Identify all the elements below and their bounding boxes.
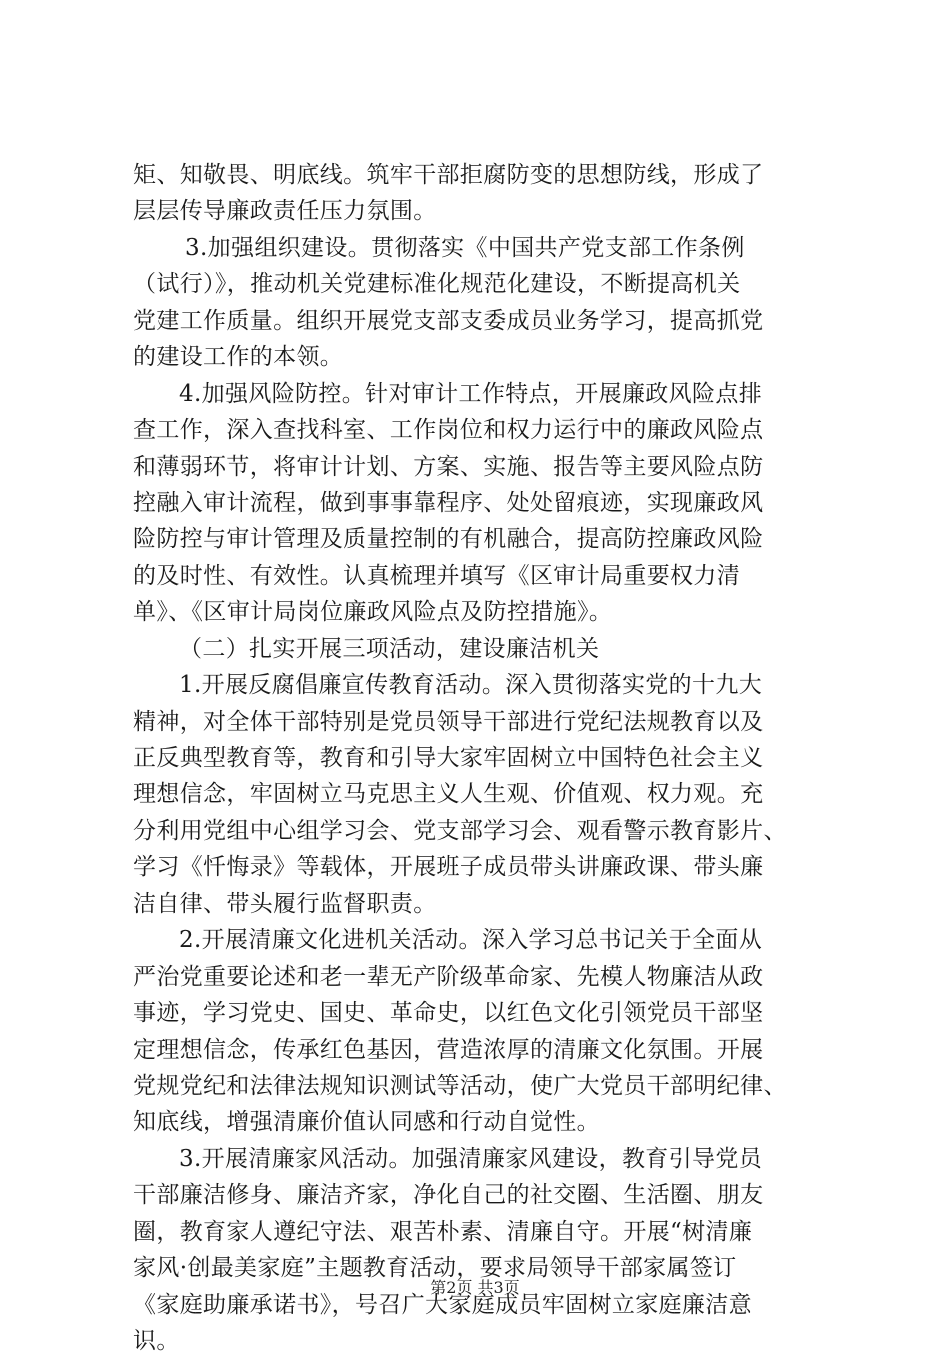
text-line: 4.加强风险防控。针对审计工作特点，开展廉政风险点排 (179, 380, 763, 407)
text-line: 1.开展反腐倡廉宣传教育活动。深入贯彻落实党的十九大 (179, 672, 763, 699)
text-line: 党规党纪和法律法规知识测试等活动，使广大党员干部明纪律、 (133, 1072, 787, 1099)
text-line: （二）扎实开展三项活动，建设廉洁机关 (179, 635, 600, 662)
text-line: 洁自律、带头履行监督职责。 (133, 890, 437, 917)
text-line: 险防控与审计管理及质量控制的有机融合，提高防控廉政风险 (133, 526, 764, 553)
text-line: 学习《忏悔录》等载体，开展班子成员带头讲廉政课、带头廉 (133, 854, 764, 881)
text-line: 知底线，增强清廉价值认同感和行动自觉性。 (133, 1109, 600, 1136)
text-line: 正反典型教育等，教育和引导大家牢固树立中国特色社会主义 (133, 745, 764, 771)
text-line: 定理想信念，传承红色基因，营造浓厚的清廉文化氛围。开展 (133, 1036, 764, 1063)
text-line: 圈，教育家人遵纪守法、艰苦朴素、清廉自守。开展“树清廉 (133, 1218, 753, 1245)
text-line: 单》、《区审计局岗位廉政风险点及防控措施》。 (133, 599, 613, 626)
text-line: 2.开展清廉文化进机关活动。深入学习总书记关于全面从 (179, 927, 763, 954)
text-line: 《家庭助廉承诺书》，号召广大家庭成员牢固树立家庭廉洁意 (133, 1291, 752, 1318)
document-body (133, 157, 833, 1359)
text-line: 和薄弱环节，将审计计划、方案、实施、报告等主要风险点防 (133, 453, 764, 480)
text-line: 分利用党组中心组学习会、党支部学习会、观看警示教育影片、 (133, 817, 787, 844)
text-line: 严治党重要论述和老一辈无产阶级革命家、先模人物廉洁从政 (133, 963, 764, 990)
text-line: 3.加强组织建设。贯彻落实《中国共产党支部工作条例 (185, 234, 745, 261)
text-line: 的建设工作的本领。 (133, 344, 344, 371)
text-line: （试行）》，推动机关党建标准化规范化建设，不断提高机关 (133, 271, 741, 298)
text-line: 3.开展清廉家风活动。加强清廉家风建设，教育引导党员 (179, 1145, 763, 1172)
page-footer: 第2页 共3页 (430, 1278, 520, 1297)
text-line: 理想信念，牢固树立马克思主义人生观、价值观、权力观。充 (133, 781, 764, 808)
text-line: 控融入审计流程，做到事事靠程序、处处留痕迹，实现廉政风 (133, 489, 764, 516)
text-line: 党建工作质量。组织开展党支部支委成员业务学习，提高抓党 (133, 307, 764, 334)
text-line: 家风·创最美家庭”主题教育活动，要求局领导干部家属签订 (133, 1255, 737, 1282)
text-line: 干部廉洁修身、廉洁齐家，净化自己的社交圈、生活圈、朋友 (133, 1182, 764, 1209)
text-line: 矩、知敬畏、明底线。筑牢干部拒腐防变的思想防线，形成了 (133, 162, 764, 188)
text-line: 精神，对全体干部特别是党员领导干部进行党纪法规教育以及 (133, 708, 764, 735)
text-line: 查工作，深入查找科室、工作岗位和权力运行中的廉政风险点 (133, 417, 764, 444)
text-line: 事迹，学习党史、国史、革命史，以红色文化引领党员干部坚 (133, 1000, 764, 1027)
text-line: 的及时性、有效性。认真梳理并填写《区审计局重要权力清 (133, 562, 741, 589)
text-line: 层层传导廉政责任压力氛围。 (133, 198, 437, 225)
text-line: 识。 (133, 1328, 180, 1354)
